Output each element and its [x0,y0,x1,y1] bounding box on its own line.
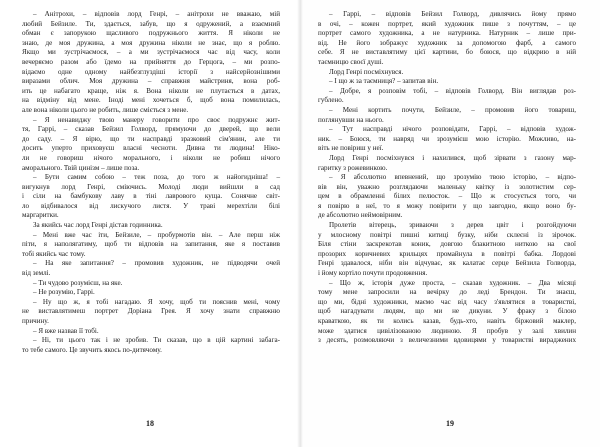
text-line: тобі якийсь час тому. [22,249,86,258]
text-line: – Мені вже час іти, Бейзиле, – пробурмотів він. – Але перш ніж [33,230,280,239]
text-line: відаємо одне одному найбезглуздіші історії з найсерйознішими [22,67,280,76]
text-line: портрет самого художника, а не натурника. Натурник – лише при- [318,29,576,38]
text-line: – Я ненавиджу твою манеру говорити про своє подружнє жит- [33,115,280,124]
text-line: – Тут насправді нічого розповідати, Гаррі, – відповів худож- [329,125,576,134]
text-line: де абсолютно неймовірним. [318,211,403,220]
text-line: – І що ж за таємниця? – запитав він. [329,77,439,86]
text-line: – Що ж, історія дуже проста, – сказав художник. – Два місяці [329,278,576,287]
text-line: цем в обрамленні білих пелюсток. – Що ж стосується того, чи [318,192,576,201]
text-line: тя, Гаррі, – сказав Бейзил Голворд, прямуючи до дверей, що вели [22,125,280,134]
text-line: може здатися цивілізованою людиною. Я пробув у залі хвилин [318,326,576,335]
text-line: від землі. [22,269,51,278]
right-page [300,0,600,447]
text-line: прозорих коричневих крильцях промайнула в повітрі бабка. Лордові [318,249,576,258]
text-line: в очі, – кожен портрет, який художник пише з почуттям, – це [318,19,576,28]
page-number: 19 [446,419,454,428]
text-line: Генрі здавалося, ніби він відчуває, як калатає серце Бейзила Голворда, [318,259,576,268]
text-line: – Ти чудово розумієш, на яке. [33,278,123,287]
text-line: ли не говориш нічого морального, і ніколи не робиш нічого [22,153,280,162]
text-line: таємницю своєї душі. [318,57,384,66]
text-line: – Я вже назвав її тобі. [33,326,99,335]
text-line: – Не розумію, Гаррі. [33,288,95,297]
right-page-text [318,10,576,346]
text-line: з десять, розмовляючи з величезними вдовицями у товаристві вираджених [318,336,576,345]
text-line: виразами облич. Моя дружина – справжня майстриня, вона роб- [22,77,280,86]
text-line: що ми, бідні художники, маємо час від часу з'являтися в товаристві, [318,297,576,306]
text-line: ить це набагато краще, ніж я. Вона ніколи не плутається в датах, [22,86,280,95]
text-line: краваткою, як ти колись казав, будь-хто, навіть біржовий маклер, [318,317,576,325]
text-line: обман є запорукою щасливого подружнього життя. Я ніколи не [22,29,280,38]
text-line: – Ну що ж, я тобі нагадаю. Я хочу, щоб ти пояснив мені, чому [33,297,280,306]
text-line: себе. Я не виставлятиму цієї картини, бо боюся, що відкрию в ній [318,48,576,57]
text-line: поглянувши на нього. [318,115,384,124]
text-line: причину. [22,317,49,325]
page-number: 18 [146,419,154,428]
text-line: я повірю в неї, то я можу повірити у що завгодно, якщо воно бу- [318,201,576,210]
text-line: Лорд Генрі посміхнувся і нахилився, щоб зірвати з газону мар- [329,153,576,162]
text-line: – Ні, ти цього так і не зробив. Ти сказав, що в цій картині забага- [33,336,280,345]
text-line: щоб нагадувати людям, що ми не дикуни. У фраку з білою [318,307,576,316]
text-line: віть не повіриш у неї. [318,144,384,153]
text-line: вигукнув лорд Генрі, сміючись. Молоді люди вийшли в сад [22,182,280,191]
text-line: знаю, де моя дружина, а моя дружина ніколи не знає, що я роблю. [22,38,280,47]
text-line: досить уперто приховуєш власні чесноти. Дивна ти людина! Ніко- [22,144,280,153]
text-line: – Я абсолютно впевнений, що зрозумію твою історію, – відпо- [329,173,576,182]
left-page-text [22,10,280,355]
text-line: то тебе самого. Це звучить якось по-дитячому. [22,345,162,354]
text-line: але вона ніколи цього не робить, лише сміється з мене. [22,105,189,114]
text-line: гублено. [318,96,344,105]
text-line: любий Бейзиле. Ти, здається, забув, що я одружений, а взаємний [22,19,280,28]
text-line: на відміну від мене. Іноді мені хочеться б, щоб вона помилилась, [22,96,280,105]
text-line: Лорд Генрі посміхнувся. [329,67,404,76]
text-line: – Мені кортить почути, Бейзиле, – промовив його товариш, [329,105,576,114]
text-line: не виставлятимеш портрет Доріана Грея. Я хочу знати справжню [22,307,280,316]
text-line: – Анітрохи, – відповів лорд Генрі, – анітрохи не вважаю, мій [33,10,280,18]
text-line: вів він, уважно розглядаючи маленьку квітку із золотистим сер- [318,182,576,191]
book-gutter [297,0,303,447]
text-line: вечеряємо разом або їдемо на прийняття до Герцога, – ми розпо- [22,57,280,66]
text-line: аморального. Твій цинізм – лише поза. [22,163,140,172]
text-line: За якийсь час лорд Генрі дістав годинника. [33,221,163,230]
text-line: маргаритки. [22,211,59,220]
text-line: ло відбивалося від лискучого листя. У траві мерехтіли білі [22,201,280,210]
text-line: і йому кортіло почути продовження. [318,269,428,278]
text-line: гаритку з рожевинкою. [318,163,388,172]
text-line: Якщо ми зустрічаємося, – а ми зустрічаємося час від часу, коли [22,48,280,57]
text-line: до саду. – Я вірю, що ти насправді зразковий сім'янин, але ти [22,134,280,143]
text-line: – Гаррі, – відповів Бейзил Голворд, дивлячись йому прямо [329,10,576,18]
text-line: ник. – Боюся, ти навряд чи зрозумієш мою історію. Можливо, на- [318,134,576,143]
text-line: Пролетів вітерець, зриваючи з дерев цвіт і розгойдуючи [329,221,576,230]
text-line: тому мене запросили на вечірку до леді Брендон. Ти знаєш, [318,288,576,297]
text-line: піти, я наполягатиму, щоб ти відповів на запитання, яке я поставив [22,240,280,249]
text-line: у млосному повітрі пишні китиці бузку, ніби склеєні із зірочок. [318,230,576,239]
text-line: – На яке запитання? – промовив художник, не підводячи очей [33,259,280,268]
text-line: – Бути самим собою – теж поза, до того ж найогидніша! – [33,173,280,182]
text-line: Біля стіни заскрекотав коник, довгою блакитною ниткою на свої [318,240,576,249]
text-line: – Добре, я розповім тобі, – відповів Голворд. Він виглядав роз- [329,86,576,95]
text-line: і сіли на бамбукову лаву в тіні лаврового куща. Сонячне світ- [22,192,280,201]
text-line: від. Не його зображує художник за допомогою фарб, а самого [318,38,576,47]
